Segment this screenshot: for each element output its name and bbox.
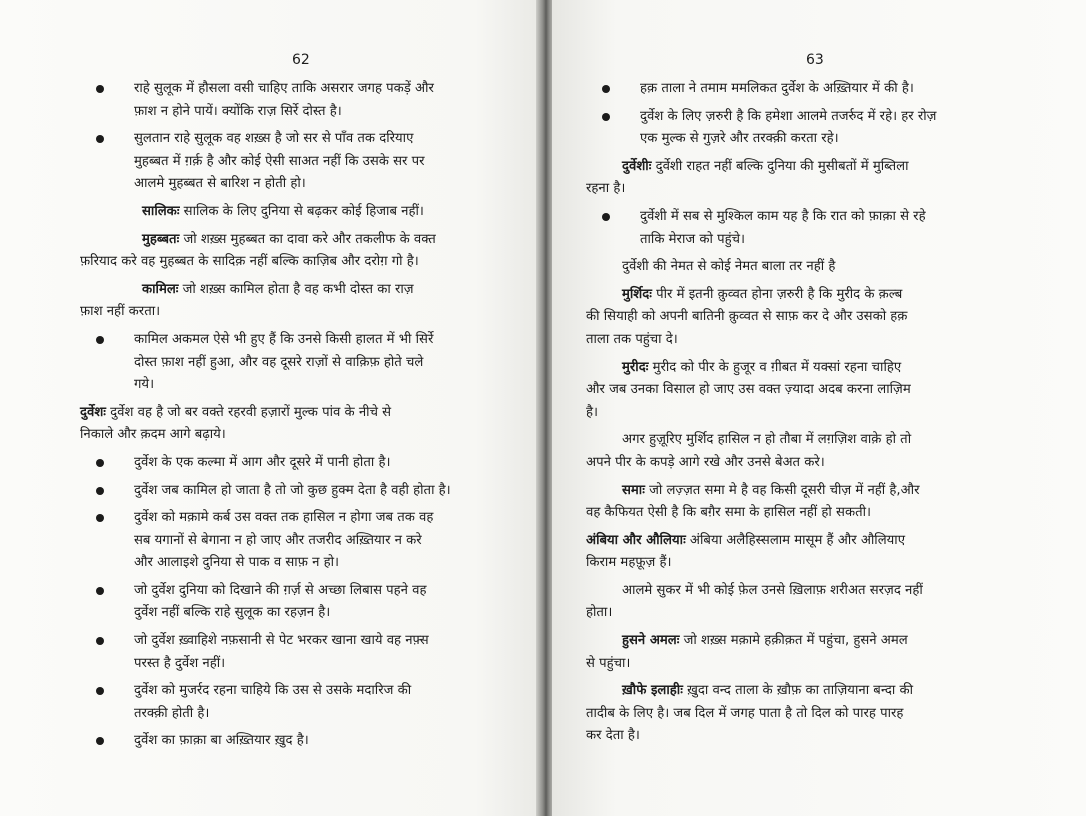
term-heading: मुर्शिदः <box>622 286 652 302</box>
paragraph <box>80 480 520 503</box>
text-line: जो शख़्स कामिल होता है वह कभी दोस्त का राज़ <box>178 281 414 297</box>
text-line: दुर्वेश को मुजर्रद रहना चाहिये कि उस से उसके मदारिज की <box>134 683 412 699</box>
text-line: से पहुंचा। <box>586 655 631 671</box>
term-heading: सालिकः <box>142 203 180 219</box>
text-line: दुर्वेशी राहत नहीं बल्कि दुनिया की मुसीबतों में मुब्तिला <box>651 158 909 174</box>
right-page <box>552 0 1086 816</box>
text-line: जो शख़्स मुहब्बत का दावा करे और तकलीफ के वक्त <box>179 231 436 247</box>
paragraph <box>586 284 1026 352</box>
text-line: दुर्वेश नहीं बल्कि राहे सुलूक का रहज़न है। <box>134 605 331 621</box>
text-line: फ़ाश न होने पायें। क्योंकि राज़ सिर्रे दोस्त है। <box>134 103 342 119</box>
term-heading: मुहब्बतः <box>142 231 180 247</box>
text-line: तरक्क़ी होती है। <box>134 705 210 721</box>
paragraph <box>80 730 520 753</box>
left-page-content <box>80 78 520 758</box>
text-line: दोस्त फ़ाश नहीं हुआ, और वह दूसरे राज़ों से वाक़िफ़ होते चले <box>134 354 424 370</box>
text-line: फ़ाश नहीं करता। <box>80 304 161 320</box>
paragraph <box>586 78 1026 101</box>
text-line: अगर हुज़ूरिए मुर्शिद हासिल न हो तौबा में लग़ज़िश वाक़े हो तो <box>622 432 912 448</box>
text-line: दुर्वेश को मक़ामे कर्ब उस वक्त तक हासिल न होगा जब तक वह <box>134 510 434 526</box>
text-line: की सियाही को अपनी बातिनी क़ुव्वत से साफ़ कर दे और उसको हक़ <box>586 309 908 325</box>
paragraph <box>586 429 1026 474</box>
paragraph <box>80 680 520 725</box>
text-line: दुर्वेश जब कामिल हो जाता है तो जो कुछ हुक्म देता है वही होता है। <box>134 482 451 498</box>
text-line: एक मुल्क से गुज़रे और तरक्क़ी करता रहे। <box>640 131 839 147</box>
text-line: और आलाइशे दुनिया से पाक व साफ़ न हो। <box>134 555 340 571</box>
paragraph <box>80 229 520 274</box>
text-line: ख़ुदा वन्द ताला के ख़ौफ़ का ताज़ियाना बन्दा की <box>682 683 914 699</box>
term-heading: दुर्वेशीः <box>622 158 652 174</box>
text-line: सब यगानों से बेगाना न हो जाए और तजरीद अख़्तियार न करे <box>134 532 422 548</box>
paragraph <box>586 156 1026 201</box>
text-line: सालिक के लिए दुनिया से बढ़कर कोई हिजाब नहीं। <box>179 203 424 219</box>
text-line: जो शख़्स मक़ामे हक़ीक़त में पहुंचा, हुसने अमल <box>679 633 908 649</box>
text-line: दुर्वेश के लिए ज़रुरी है कि हमेशा आलमे तजर्रुद में रहे। हर रोज़ <box>640 108 937 124</box>
paragraph <box>80 452 520 475</box>
right-page-content <box>586 78 1026 753</box>
text-line: आलमे सुकर में भी कोई फ़ेल उनसे ख़िलाफ़ शरीअत सरज़द नहीं <box>622 582 923 598</box>
text-line: जो दुर्वेश दुनिया को दिखाने की ग़र्ज़ से अच्छा लिबास पहने वह <box>134 582 427 598</box>
text-line: कर देता है। <box>586 728 640 744</box>
text-line: अपने पीर के कपड़े आगे रखे और उनसे बेअत करे। <box>586 454 825 470</box>
text-line: गये। <box>134 377 155 393</box>
text-line: दुर्वेश का फ़ाक़ा बा अख़्तियार ख़ुद है। <box>134 733 309 749</box>
paragraph <box>80 402 520 447</box>
paragraph <box>586 630 1026 675</box>
text-line: दुर्वेशी की नेमत से कोई नेमत बाला तर नहीं है <box>622 259 836 275</box>
paragraph <box>586 680 1026 748</box>
text-line: किराम महफ़ूज़ हैं। <box>586 555 672 571</box>
paragraph <box>586 106 1026 151</box>
term-heading: अंबिया और औलियाः <box>586 532 686 548</box>
text-line: जो लज़्ज़त समा मे है वह किसी दूसरी चीज़ में नहीं है,और <box>644 482 920 498</box>
paragraph <box>586 580 1026 625</box>
page-number-right: 63 <box>806 52 824 68</box>
paragraph <box>80 507 520 575</box>
paragraph <box>80 128 520 196</box>
term-heading: कामिलः <box>142 281 179 297</box>
text-line: राहे सुलूक में हौसला वसी चाहिए ताकि असरार जगह पकड़ें और <box>134 81 434 96</box>
term-heading: समाः <box>622 482 645 498</box>
text-line: फ़रियाद करे वह मुहब्बत के सादिक़ नहीं बल्कि काज़िब और दरोग़ गो है। <box>80 254 419 270</box>
term-heading: हुसने अमलः <box>622 633 680 649</box>
paragraph <box>586 256 1026 279</box>
text-line: दुर्वेशी में सब से मुश्किल काम यह है कि रात को फ़ाक़ा से रहे <box>640 208 926 224</box>
text-line: ताकि मेराज को पहुंचे। <box>640 231 745 247</box>
text-line: मुहब्बत में ग़र्क़ है और कोई ऐसी साअत नहीं कि उसके सर पर <box>134 153 425 169</box>
text-line: ताला तक पहुंचा दे। <box>586 331 678 347</box>
text-line: दुर्वेश के एक कल्मा में आग और दूसरे में पानी होता है। <box>134 454 391 470</box>
text-line: जो दुर्वेश ख़्वाहिशे नफ़सानी से पेट भरकर खाना खाये वह नफ़्स <box>134 633 429 649</box>
text-line: सुलतान राहे सुलूक वह शख़्स है जो सर से पाँव तक दरियाए <box>134 131 414 147</box>
paragraph <box>80 580 520 625</box>
paragraph <box>80 279 520 324</box>
term-heading: दुर्वेशः <box>80 404 106 420</box>
paragraph <box>586 530 1026 575</box>
text-line: परस्त है दुर्वेश नहीं। <box>134 655 226 671</box>
text-line: अंबिया अलैहिस्सलाम मासूम हैं और औलियाए <box>685 532 906 548</box>
text-line: रहना है। <box>586 181 626 197</box>
paragraph <box>586 357 1026 425</box>
term-heading: ख़ौफे इलाहीः <box>622 683 683 699</box>
term-heading: मुरीदः <box>622 359 649 375</box>
text-line: कामिल अकमल ऐसे भी हुए हैं कि उनसे किसी हालत में भी सिर्रे <box>134 331 434 347</box>
text-line: और जब उनका विसाल हो जाए उस वक्त ज़्यादा अदब करना लाज़िम <box>586 382 911 398</box>
paragraph <box>80 630 520 675</box>
text-line: पीर में इतनी क़ुव्वत होना ज़रुरी है कि मुरीद के क़ल्ब <box>651 286 903 302</box>
text-line: दुर्वेश वह है जो बर वक्ते रहरवी हज़ारों मुल्क पांव के नीचे से <box>105 404 392 420</box>
paragraph <box>80 78 520 123</box>
text-line: वह कैफियत ऐसी है कि बग़ैर समा के हासिल नहीं हो सकती। <box>586 505 872 521</box>
paragraph <box>586 206 1026 251</box>
paragraph <box>80 201 520 224</box>
text-line: है। <box>586 404 599 420</box>
paragraph <box>80 329 520 397</box>
text-line: तादीब के लिए है। जब दिल में जगह पाता है तो दिल को पारह पारह <box>586 705 904 721</box>
text-line: मुरीद को पीर के हुजूर व ग़ीबत में यक्सां रहना चाहिए <box>648 359 902 375</box>
page-number-left: 62 <box>292 52 310 68</box>
text-line: हक़ ताला ने तमाम ममलिकत दुर्वेश के अख़्तियार में की है। <box>640 81 914 96</box>
text-line: आलमे मुहब्बत से बारिश न होती हो। <box>134 176 306 192</box>
text-line: होता। <box>586 605 613 621</box>
text-line: निकाले और क़दम आगे बढ़ाये। <box>80 427 226 443</box>
paragraph <box>586 480 1026 525</box>
left-page <box>0 0 540 816</box>
